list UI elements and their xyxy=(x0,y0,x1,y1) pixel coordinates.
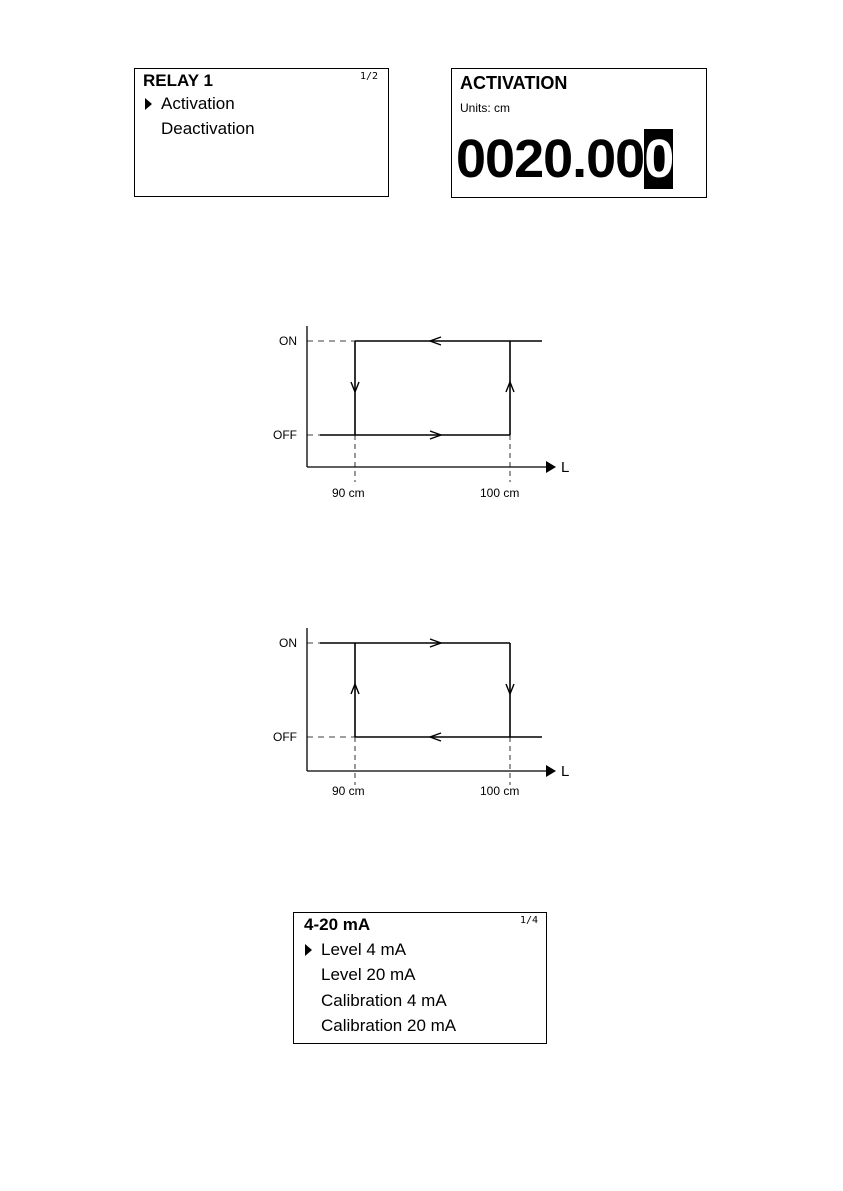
y-label-off: OFF xyxy=(273,428,297,442)
menu-item-deactivation[interactable]: Deactivation xyxy=(161,119,255,138)
menu-item-activation[interactable]: Activation xyxy=(161,94,235,113)
selection-arrow-icon xyxy=(305,944,312,956)
x-tick-label-100: 100 cm xyxy=(480,486,520,500)
hysteresis-diagram-1 xyxy=(0,320,843,500)
x-axis-label: L xyxy=(561,763,570,780)
units-label: Units: cm xyxy=(460,101,511,115)
y-label-on: ON xyxy=(279,636,297,650)
activation-screen-title: ACTIVATION xyxy=(460,73,568,93)
activation-value-screen xyxy=(451,68,707,198)
selection-arrow-icon xyxy=(145,98,152,110)
ma-screen-title: 4-20 mA xyxy=(304,915,371,934)
x-axis-label: L xyxy=(561,459,570,476)
activation-value-display[interactable] xyxy=(456,129,673,189)
y-label-on: ON xyxy=(279,334,297,348)
x-axis-arrow-icon xyxy=(546,461,556,473)
hysteresis-diagram-2 xyxy=(0,622,843,798)
ma-screen-page-indicator: 1/4 xyxy=(519,915,538,926)
relay-menu-screen xyxy=(134,68,389,197)
relay-screen-title: RELAY 1 xyxy=(143,71,213,90)
activation-value-cursor-digit[interactable]: 0 xyxy=(644,129,674,189)
x-tick-label-90: 90 cm xyxy=(332,486,365,500)
ma-menu-screen xyxy=(293,912,547,1044)
x-tick-label-100: 100 cm xyxy=(480,784,520,798)
activation-value-digits: 0020.00 xyxy=(456,129,645,189)
menu-item-calibration-4ma[interactable]: Calibration 4 mA xyxy=(321,991,447,1010)
menu-item-level-20ma[interactable]: Level 20 mA xyxy=(321,965,416,984)
x-axis-arrow-icon xyxy=(546,765,556,777)
menu-item-calibration-20ma[interactable]: Calibration 20 mA xyxy=(321,1016,457,1035)
menu-item-level-4ma[interactable]: Level 4 mA xyxy=(321,940,407,959)
y-label-off: OFF xyxy=(273,730,297,744)
x-tick-label-90: 90 cm xyxy=(332,784,365,798)
relay-screen-page-indicator: 1/2 xyxy=(359,71,378,82)
